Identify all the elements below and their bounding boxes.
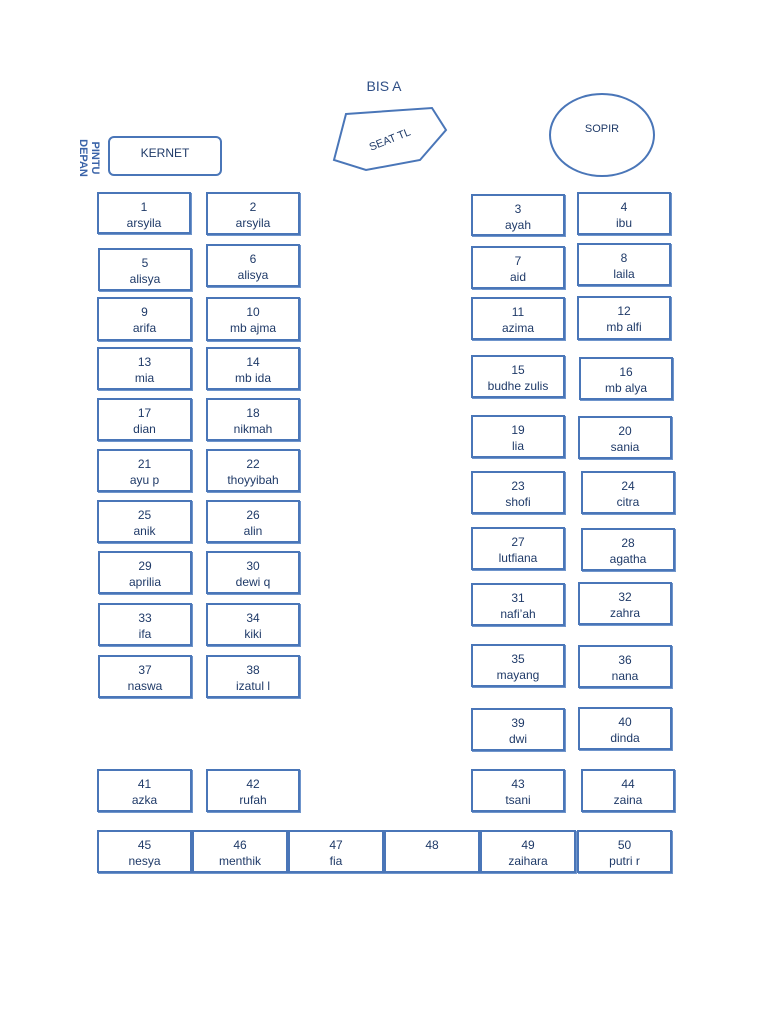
seat-passenger-name: alisya	[129, 272, 161, 286]
seat-41	[97, 769, 192, 812]
seat-number: 12	[617, 304, 631, 318]
seat-passenger-name: arsyila	[126, 216, 162, 230]
seat-4	[577, 192, 671, 235]
seat-12	[577, 296, 671, 340]
seat-40	[578, 707, 672, 750]
seat-47	[288, 830, 384, 873]
seat-number: 45	[137, 838, 152, 852]
seat-number: 32	[618, 590, 632, 604]
seat-passenger-name: nikmah	[233, 422, 273, 436]
seat-number: 20	[618, 424, 632, 438]
seat-27	[471, 527, 565, 570]
seat-number: 24	[621, 479, 635, 493]
seat-passenger-name: anik	[133, 524, 156, 538]
seat-44	[581, 769, 675, 812]
seat-passenger-name: mia	[134, 371, 155, 385]
seat-passenger-name: budhe zulis	[487, 379, 549, 393]
seat-48	[384, 830, 480, 873]
seat-number: 3	[514, 202, 522, 216]
seat-passenger-name: naswa	[127, 679, 163, 693]
seat-passenger-name: arifa	[132, 321, 157, 335]
seat-passenger-name: agatha	[609, 552, 647, 566]
seat-29	[98, 551, 192, 594]
seat-1	[97, 192, 191, 234]
seat-number: 29	[138, 559, 152, 573]
seat-number: 27	[511, 535, 525, 549]
seat-number: 11	[511, 305, 525, 319]
seat-passenger-name: dewi q	[235, 575, 271, 589]
seat-passenger-name: zaina	[613, 793, 643, 807]
seat-42	[206, 769, 300, 812]
seat-passenger-name: nana	[611, 669, 639, 683]
seat-passenger-name: aprilia	[128, 575, 161, 589]
seat-11	[471, 297, 565, 340]
seat-28	[581, 528, 675, 571]
seat-passenger-name: mb alfi	[606, 320, 642, 334]
seat-number: 9	[141, 305, 148, 319]
seat-21	[97, 449, 192, 492]
seat-number: 16	[619, 365, 633, 379]
seat-number: 17	[137, 406, 152, 420]
seat-passenger-name: shofi	[505, 495, 531, 509]
seat-number: 28	[621, 536, 635, 550]
seat-43	[471, 769, 565, 812]
seat-passenger-name: izatul l	[235, 679, 270, 693]
seat-passenger-name: nafi’ah	[500, 607, 536, 621]
seat-number: 14	[246, 355, 260, 369]
seat-number: 43	[511, 777, 525, 791]
seat-number: 18	[246, 406, 260, 420]
seat-passenger-name: fia	[329, 854, 343, 868]
seat-passenger-name: dinda	[610, 731, 640, 745]
seat-passenger-name: azka	[131, 793, 158, 807]
seat-number: 2	[249, 200, 257, 214]
seat-tl-label: SEAT TL	[367, 126, 413, 154]
seat-passenger-name: mb alya	[604, 381, 648, 395]
seat-tl-shape	[328, 100, 452, 180]
seat-19	[471, 415, 565, 458]
kernet-box: KERNET	[108, 136, 222, 176]
seat-passenger-name: azima	[501, 321, 534, 335]
front-door-label: PINTU DEPAN	[77, 139, 101, 177]
seat-7	[471, 246, 565, 289]
seat-number: 34	[246, 611, 260, 625]
seat-passenger-name: ayah	[504, 218, 532, 232]
seat-passenger-name: putri r	[609, 854, 640, 868]
seat-passenger-name: zaihara	[508, 854, 548, 868]
seat-passenger-name: tsani	[505, 793, 531, 807]
seat-23	[471, 471, 565, 514]
seat-number: 26	[246, 508, 260, 522]
seat-passenger-name: lia	[511, 439, 524, 453]
seat-5	[98, 248, 192, 291]
seat-passenger-name: thoyyibah	[227, 473, 279, 487]
seat-number: 44	[621, 777, 635, 791]
seat-number: 41	[137, 777, 152, 791]
seat-number: 38	[246, 663, 260, 677]
seat-passenger-name: alin	[243, 524, 263, 538]
seat-13	[97, 347, 192, 390]
seat-passenger-name: mb ajma	[229, 321, 276, 335]
seat-10	[206, 297, 300, 341]
seat-15	[471, 355, 565, 398]
seat-number: 35	[511, 652, 525, 666]
seat-number: 13	[137, 355, 152, 369]
seat-number: 48	[425, 838, 439, 852]
seat-number: 8	[620, 251, 628, 265]
seat-33	[98, 603, 192, 646]
seat-passenger-name: lutfiana	[498, 551, 538, 565]
seat-number: 37	[138, 663, 152, 677]
seat-6	[206, 244, 300, 287]
seat-passenger-name: dwi	[508, 732, 527, 746]
seat-number: 50	[617, 838, 632, 852]
seat-number: 30	[246, 559, 260, 573]
seat-number: 40	[618, 715, 632, 729]
seat-31	[471, 583, 565, 626]
seat-24	[581, 471, 675, 514]
seat-number: 7	[514, 254, 522, 268]
seat-2	[206, 192, 300, 235]
seat-number: 23	[511, 479, 525, 493]
seat-passenger-name: ibu	[615, 216, 632, 230]
seat-passenger-name: dian	[133, 422, 156, 436]
seat-20	[578, 416, 672, 459]
seat-number: 47	[329, 838, 343, 852]
seat-passenger-name: citra	[616, 495, 640, 509]
seat-number: 42	[246, 777, 260, 791]
seat-passenger-name: kiki	[244, 627, 262, 641]
seat-number: 15	[511, 363, 525, 377]
seat-14	[206, 347, 300, 390]
seat-passenger-name: rufah	[239, 793, 267, 807]
seat-8	[577, 243, 671, 286]
seat-35	[471, 644, 565, 687]
seat-17	[97, 398, 192, 441]
seat-number: 25	[137, 508, 152, 522]
seat-9	[97, 297, 192, 341]
seat-passenger-name: ayu p	[129, 473, 160, 487]
seat-number: 36	[618, 653, 632, 667]
seat-passenger-name: alisya	[237, 268, 269, 282]
seat-34	[206, 603, 300, 646]
seat-passenger-name: arsyila	[235, 216, 271, 230]
bus-title: BIS A	[366, 78, 402, 94]
seat-36	[578, 645, 672, 688]
seat-25	[97, 500, 192, 543]
seat-number: 6	[249, 252, 257, 266]
seat-22	[206, 449, 300, 492]
seat-passenger-name: zahra	[609, 606, 641, 620]
seat-passenger-name: aid	[509, 270, 526, 284]
seat-passenger-name: menthik	[218, 854, 262, 868]
seat-50	[577, 830, 672, 873]
seat-3	[471, 194, 565, 236]
seat-18	[206, 398, 300, 441]
seat-46	[192, 830, 288, 873]
seat-passenger-name: mayang	[496, 668, 540, 682]
seat-number: 10	[246, 305, 260, 319]
seat-passenger-name: nesya	[128, 854, 161, 868]
seat-passenger-name: laila	[613, 267, 635, 281]
seat-number: 46	[233, 838, 247, 852]
seat-number: 31	[511, 591, 525, 605]
seat-16	[579, 357, 673, 400]
seat-number: 49	[521, 838, 535, 852]
sopir-circle: SOPIR	[549, 93, 655, 177]
seat-45	[97, 830, 192, 873]
seat-number: 21	[137, 457, 152, 471]
seat-number: 5	[141, 256, 149, 270]
seat-passenger-name: ifa	[138, 627, 152, 641]
seat-passenger-name: mb ida	[234, 371, 272, 385]
seat-26	[206, 500, 300, 543]
seat-38	[206, 655, 300, 698]
seat-number: 33	[138, 611, 152, 625]
seat-49	[480, 830, 576, 873]
seat-number: 22	[246, 457, 260, 471]
seat-30	[206, 551, 300, 594]
seat-number: 19	[511, 423, 525, 437]
seat-passenger-name: sania	[610, 440, 640, 454]
seat-39	[471, 708, 565, 751]
seat-32	[578, 582, 672, 625]
seat-number: 4	[620, 200, 628, 214]
seat-37	[98, 655, 192, 698]
seat-number: 1	[140, 200, 148, 214]
seat-number: 39	[511, 716, 525, 730]
